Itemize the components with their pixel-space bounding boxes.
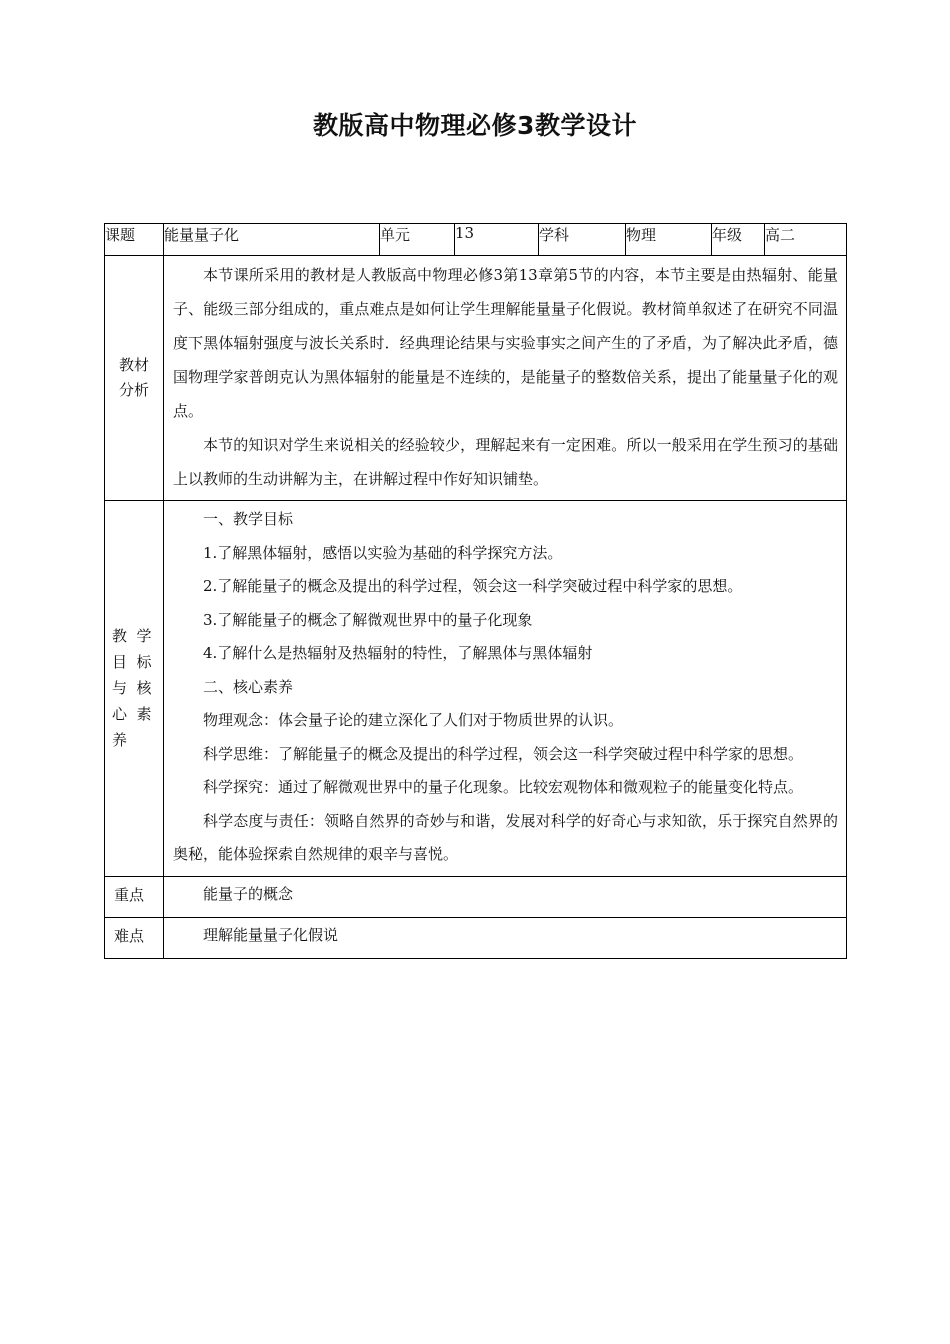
- goal-item: 1.了解黑体辐射，感悟以实验为基础的科学探究方法。: [203, 543, 563, 562]
- goal-item: 4.了解什么是热辐射及热辐射的特性，了解黑体与黑体辐射: [203, 644, 593, 662]
- grade-value: 高二: [765, 224, 847, 256]
- subject-label: 学科: [539, 224, 626, 256]
- literacy-item: 科学探究：通过了解微观世界中的量子化现象。比较宏观物体和微观粒子的能量变化特点。: [203, 778, 804, 796]
- goals-content: [164, 501, 847, 877]
- topic-label: 课题: [105, 224, 164, 256]
- key-point-content: [164, 876, 847, 917]
- analysis-row: [105, 256, 847, 501]
- difficult-point-label: 难点: [105, 917, 164, 958]
- analysis-content: [164, 256, 847, 501]
- goals-heading: 一、教学目标: [203, 510, 294, 528]
- literacy-heading: 二、核心素养: [203, 677, 294, 696]
- analysis-label-line1: 教材: [118, 356, 149, 374]
- key-point-row: [105, 876, 847, 917]
- unit-value: 13: [455, 224, 539, 256]
- goal-item: 2.了解能量子的概念及提出的科学过程，领会这一科学突破过程中科学家的思想。: [203, 577, 743, 595]
- goals-label-text: [112, 623, 156, 753]
- topic-value: 能量量子化: [164, 224, 380, 256]
- goal-item: 3.了解能量子的概念了解微观世界中的量子化现象: [203, 610, 533, 629]
- analysis-label-line2: 分析: [118, 381, 149, 399]
- unit-label: 单元: [380, 224, 455, 256]
- goals-row: [105, 501, 847, 877]
- difficult-point-row: [105, 917, 847, 958]
- key-point-value: 能量子的概念: [203, 884, 294, 903]
- literacy-item: 科学思维：了解能量子的概念及提出的科学过程，领会这一科学突破过程中科学家的思想。: [203, 744, 804, 763]
- difficult-point-value: 理解能量量子化假说: [203, 925, 339, 944]
- goals-label-line: 心 素: [112, 705, 152, 724]
- analysis-paragraph: 本节的知识对学生来说相关的经验较少，理解起来有一定困难。所以一般采用在学生预习的基础上以教师的生动讲解为主，在讲解过程中作好知识铺垫。: [173, 436, 838, 488]
- key-point-label: 重点: [105, 876, 164, 917]
- goals-label-line: 养: [112, 731, 128, 750]
- lesson-plan-table: [104, 223, 847, 959]
- subject-value: 物理: [626, 224, 712, 256]
- literacy-item: 物理观念：体会量子论的建立深化了人们对于物质世界的认识。: [203, 711, 624, 729]
- goals-label-line: 目 标: [112, 653, 152, 672]
- header-row: [105, 224, 847, 256]
- grade-label: 年级: [712, 224, 765, 256]
- goals-label-line: 与 核: [112, 679, 152, 698]
- analysis-label: [105, 256, 164, 501]
- analysis-paragraph: 本节课所采用的教材是人教版高中物理必修3第13章第5节的内容，本节主要是由热辐射、能量子、能级三部分组成的，重点难点是如何让学生理解能量量子化假说。教材简单叙述了在研究不同温度下黑体辐射强度与波长关系时．经典理论结果与实验事实之间产生的了矛盾，为了解决此矛盾，德国物理学家普朗克认为黑体辐射的能量是不连续的，是能量子的整数倍关系，提出了能量量子化的观点。: [173, 266, 838, 420]
- document-title: 教版高中物理必修3教学设计: [313, 111, 637, 140]
- literacy-item: 科学态度与责任：领略自然界的奇妙与和谐，发展对科学的好奇心与求知欲，乐于探究自然界的奥秘，能体验探索自然规律的艰辛与喜悦。: [173, 811, 838, 863]
- goals-label: [105, 501, 164, 877]
- goals-label-line: 教 学: [112, 627, 152, 646]
- difficult-point-content: [164, 917, 847, 958]
